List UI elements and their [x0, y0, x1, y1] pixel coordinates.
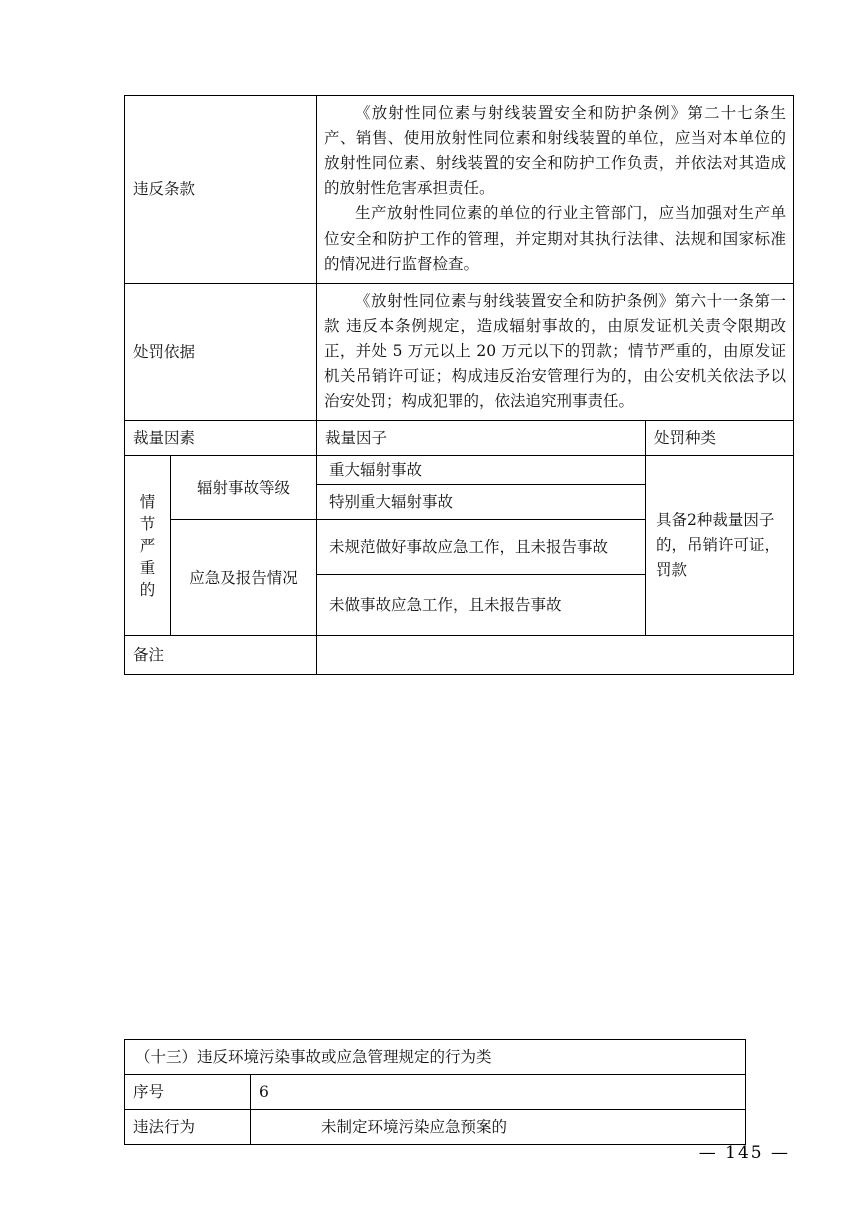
discretion-group-label-accident-level: 辐射事故等级 — [171, 456, 317, 520]
table-row-factor-1 — [125, 456, 794, 485]
violated-clause-paragraph-1: 《放射性同位素与射线装置安全和防护条例》第二十七条生产、销售、使用放射性同位素和射线装置的单位，应当对本单位的放射性同位素、射线装置的安全和防护工作负责，并依法对其造成的放射性危害承担责任。 — [324, 104, 787, 198]
row-content-penalty-basis — [317, 283, 794, 421]
table-row-illegal-act — [125, 1110, 746, 1145]
page-number-footer: — 145 — — [698, 1143, 790, 1163]
discretion-factor-extraordinary-accident: 特别重大辐射事故 — [317, 485, 646, 520]
penalty-basis-paragraph-1: 《放射性同位素与射线装置安全和防护条例》第六十一条第一款 违反本条例规定，造成辐射事故的，由原发证机关责令限期改正，并处 5 万元以上 20 万元以下的罚款；情节严重的，由原发证机关吊销许可证；构成违反治安管理行为的，由公安机关依法予以治安处罚；构成犯罪的，依法追究刑事责任。 — [324, 291, 787, 411]
violation-category-table — [124, 1039, 746, 1145]
row-content-remark — [317, 636, 794, 675]
column-header-penalty-type: 处罚种类 — [646, 421, 794, 456]
row-content-violated-clause — [317, 96, 794, 284]
severity-vertical-text — [125, 491, 170, 601]
discretion-factor-no-emergency: 未做事故应急工作，且未报告事故 — [317, 575, 646, 636]
table-row-section-title — [125, 1040, 746, 1075]
violation-category-title: （十三）违反环境污染事故或应急管理规定的行为类 — [125, 1040, 746, 1075]
table-row-discretion-header — [125, 421, 794, 456]
severity-char-4: 重 — [139, 558, 156, 577]
discretion-factor-improper-emergency: 未规范做好事故应急工作，且未报告事故 — [317, 520, 646, 575]
severity-char-2: 节 — [139, 514, 156, 533]
table-row-remark — [125, 636, 794, 675]
row-label-remark: 备注 — [125, 636, 317, 675]
penalty-discretion-table — [124, 95, 794, 675]
discretion-penalty-type-value: 具备2种裁量因子的，吊销许可证，罚款 — [646, 456, 794, 636]
field-label-serial-number: 序号 — [125, 1075, 251, 1110]
discretion-group-label-emergency-report: 应急及报告情况 — [171, 520, 317, 636]
row-label-violated-clause: 违反条款 — [125, 96, 317, 284]
row-label-penalty-basis: 处罚依据 — [125, 283, 317, 421]
severity-char-1: 情 — [139, 492, 156, 511]
discretion-factor-major-accident: 重大辐射事故 — [317, 456, 646, 485]
table-row-serial-number — [125, 1075, 746, 1110]
violated-clause-paragraph-2: 生产放射性同位素的单位的行业主管部门，应当加强对生产单位安全和防护工作的管理，并定期对其执行法律、法规和国家标准的情况进行监督检查。 — [324, 204, 787, 273]
field-value-illegal-act: 未制定环境污染应急预案的 — [251, 1110, 746, 1145]
field-value-serial-number: 6 — [251, 1075, 746, 1110]
severity-char-3: 严 — [139, 536, 156, 555]
table-row-penalty-basis — [125, 283, 794, 421]
column-header-discretion-element: 裁量因素 — [125, 421, 317, 456]
field-label-illegal-act: 违法行为 — [125, 1110, 251, 1145]
severity-char-5: 的 — [139, 580, 156, 599]
discretion-severity-label — [125, 456, 171, 636]
table-row-violated-clause — [125, 96, 794, 284]
column-header-discretion-factor: 裁量因子 — [317, 421, 646, 456]
